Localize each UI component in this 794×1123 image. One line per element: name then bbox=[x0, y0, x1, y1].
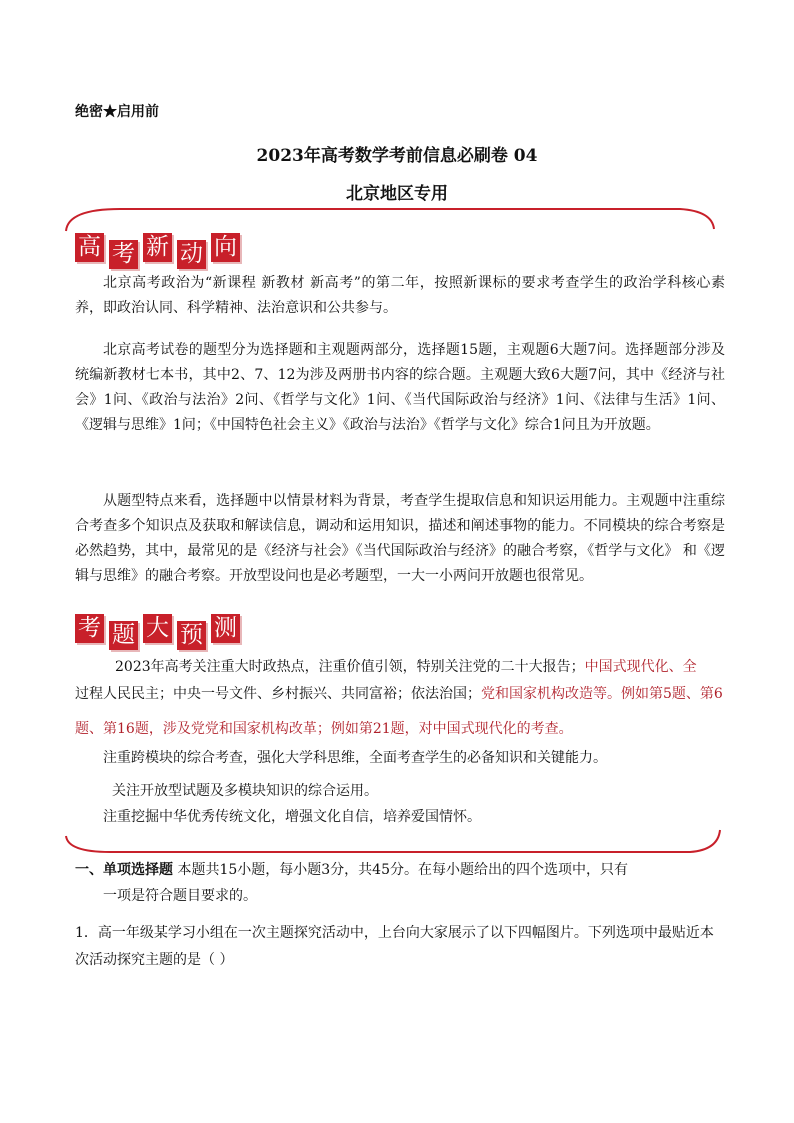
trends-banner bbox=[75, 233, 245, 269]
banner-char: 高 bbox=[75, 233, 104, 262]
section-header: 一、单项选择题 本题共15小题，每小题3分，共45分。在每小题给出的四个选项中，只有 一项是符合题目要求的。 bbox=[75, 862, 628, 904]
question-1: 1．高一年级某学习小组在一次主题探究活动中，上台向大家展示了以下四幅图片。下列选项中最贴近本次活动探究主题的是（ ） bbox=[75, 925, 714, 968]
banner-char: 测 bbox=[211, 614, 240, 643]
banner-char: 大 bbox=[143, 614, 172, 643]
banner-char: 动 bbox=[177, 240, 206, 269]
trends-paragraph-3: 从题型特点来看，选择题中以情景材料为背景，考查学生提取信息和知识运用能力。主观题中注重综合考查多个知识点及获取和解读信息，调动和运用知识，描述和阐述事物的能力。不同模块的综合考察是必然趋势，其中，最常见的是《经济与社会》《当代国际政治与经济》的融合考察，《哲学与文化》 和《逻辑与思维》的融合考察。开放型设问也是必考题型，一大一小两问开放题也很常见。 bbox=[75, 493, 725, 584]
banner-char: 考 bbox=[75, 614, 104, 643]
banner-char: 预 bbox=[177, 621, 206, 650]
page-title: 2023年高考数学考前信息必刷卷 04 bbox=[256, 146, 538, 166]
page-subtitle: 北京地区专用 bbox=[346, 184, 448, 204]
trends-paragraph-1: 北京高考政治为“新课程 新教材 新高考”的第二年，按照新课标的要求考查学生的政治学科核心素养，即政治认同、科学精神、法治意识和公共参与。 bbox=[75, 275, 725, 316]
prediction-line-3: 题、第16题，涉及党党和国家机构改革；例如第21题，对中国式现代化的考查。 bbox=[75, 721, 573, 737]
banner-char: 新 bbox=[143, 233, 172, 262]
prediction-line-5: 关注开放型试题及多模块知识的综合运用。 bbox=[112, 783, 378, 799]
banner-char: 考 bbox=[109, 240, 138, 269]
prediction-line-1: 2023年高考关注重大时政热点，注重价值引领，特别关注党的二十大报告；中国式现代化、全 bbox=[115, 659, 697, 675]
confidential-label: 绝密★启用前 bbox=[75, 104, 159, 120]
prediction-line-2: 过程人民民主；中央一号文件、乡村振兴、共同富裕；依法治国；党和国家机构改造等。例如第5题、第6 bbox=[75, 686, 723, 702]
prediction-line-6: 注重挖掘中华优秀传统文化，增强文化自信，培养爱国情怀。 bbox=[103, 809, 481, 825]
section-heading: 一、单项选择题 bbox=[75, 862, 173, 878]
banner-char: 题 bbox=[109, 621, 138, 650]
trends-paragraph-2: 北京高考试卷的题型分为选择题和主观题两部分，选择题15题，主观题6大题7问。选择题部分涉及统编新教材七本书，其中2、7、12为涉及两册书内容的综合题。主观题大致6大题7问，其中《经济与社会》1问、《政治与法治》2问、《哲学与文化》1问、《当代国际政治与经济》1问、《法律与生活》1问、《逻辑与思维》1问；《中国特色社会主义》《政治与法治》《哲学与文化》综合1问且为开放题。 bbox=[75, 342, 725, 433]
prediction-line-4: 注重跨模块的综合考查，强化大学科思维，全面考查学生的必备知识和关键能力。 bbox=[103, 750, 607, 766]
prediction-banner bbox=[75, 614, 245, 650]
banner-char: 向 bbox=[211, 233, 240, 262]
